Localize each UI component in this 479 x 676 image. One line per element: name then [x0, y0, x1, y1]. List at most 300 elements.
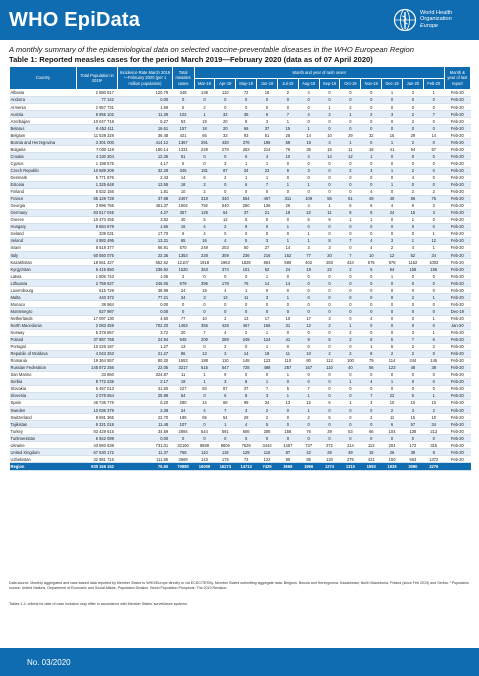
cell-country: Kyrgyzstan: [10, 266, 77, 273]
cell-month-cases: 0: [423, 273, 444, 280]
cell-total: 195: [172, 414, 194, 421]
cell-month-cases: 0: [257, 301, 278, 308]
table-row: [10, 223, 471, 230]
cell-incidence: 414.12: [118, 139, 172, 146]
cell-month-cases: 18: [298, 266, 319, 273]
cell-month-cases: 12: [215, 216, 236, 223]
cell-country: Turkmenistan: [10, 435, 77, 442]
cell-total: 10: [172, 188, 194, 195]
cell-month-cases: 37: [236, 385, 257, 392]
cell-total: 32160: [172, 442, 194, 449]
cell-month-cases: 0: [361, 181, 382, 188]
cell-month-cases: 0: [340, 315, 361, 322]
cell-incidence: 38.98: [118, 287, 172, 294]
cell-population: 10 226 187: [76, 343, 118, 350]
cell-population: 2 880 917: [76, 90, 118, 97]
cell-month-cases: 0: [382, 329, 403, 336]
cell-country: Monaco: [10, 301, 77, 308]
cell-month-cases: 0: [194, 435, 215, 442]
cell-total: 0: [172, 435, 194, 442]
cell-month-cases: 19: [257, 350, 278, 357]
cell-month-cases: 340: [215, 195, 236, 202]
cell-month-cases: 4: [215, 287, 236, 294]
cell-month-cases: 14: [257, 280, 278, 287]
cell-month-cases: 291: [194, 139, 215, 146]
cell-total: 65: [172, 237, 194, 244]
cell-month-cases: 0: [340, 371, 361, 378]
cell-country: Tajikistan: [10, 421, 77, 428]
table-row: [10, 280, 471, 287]
cell-month-cases: 0: [277, 407, 298, 414]
cell-month-cases: 110: [277, 357, 298, 364]
cell-last-report: Feb-20: [444, 181, 470, 188]
cell-incidence: 0.00: [118, 435, 172, 442]
cell-month-cases: 7: [194, 329, 215, 336]
cell-month-cases: 181: [194, 167, 215, 174]
cell-month-cases: 156: [423, 266, 444, 273]
cell-month-cases: 7: [402, 336, 423, 343]
cell-month-cases: 0: [340, 287, 361, 294]
cell-population: 19 364 557: [76, 357, 118, 364]
cell-month-cases: 40: [382, 195, 403, 202]
cell-month-cases: 1: [319, 202, 340, 209]
cell-month-cases: 4: [361, 245, 382, 252]
cell-month-cases: 7: [423, 111, 444, 118]
cell-total: 345: [172, 167, 194, 174]
cell-month-cases: 12: [423, 237, 444, 244]
cell-month-cases: 0: [382, 287, 403, 294]
cell-month-cases: 1: [257, 329, 278, 336]
cell-month-cases: 0: [423, 435, 444, 442]
table-row: [10, 118, 471, 125]
header-month: Jul-19: [277, 79, 298, 90]
cell-month-cases: 1: [382, 139, 403, 146]
header-month: Jan-20: [402, 79, 423, 90]
cell-month-cases: 1: [298, 230, 319, 237]
cell-country: Portugal: [10, 343, 77, 350]
cell-month-cases: 48: [402, 364, 423, 371]
cell-month-cases: 0: [277, 308, 298, 315]
cell-month-cases: 4: [215, 237, 236, 244]
cell-incidence: 16.61: [118, 125, 172, 132]
cell-population: 9 321 018: [76, 421, 118, 428]
cell-month-cases: 0: [194, 97, 215, 104]
table-row: [10, 111, 471, 118]
cell-month-cases: 0: [277, 301, 298, 308]
cell-month-cases: 3: [257, 393, 278, 400]
cell-incidence: 3.82: [118, 216, 172, 223]
cell-month-cases: 1467: [277, 442, 298, 449]
cell-month-cases: 3669: [277, 463, 298, 470]
cell-month-cases: 4: [194, 223, 215, 230]
cell-month-cases: 3: [319, 315, 340, 322]
cell-total: 24: [172, 407, 194, 414]
cell-month-cases: 136: [257, 202, 278, 209]
cell-country: Croatia: [10, 153, 77, 160]
cell-month-cases: 2: [361, 414, 382, 421]
cell-month-cases: 2: [402, 343, 423, 350]
cell-total: 24: [172, 287, 194, 294]
cell-month-cases: 1: [423, 393, 444, 400]
cell-month-cases: 76: [298, 428, 319, 435]
cell-month-cases: 84: [194, 385, 215, 392]
cell-population: 9 452 411: [76, 125, 118, 132]
cell-month-cases: 1828: [236, 259, 257, 266]
cell-country: Bulgaria: [10, 146, 77, 153]
cell-month-cases: 0: [194, 301, 215, 308]
cell-month-cases: 306: [257, 428, 278, 435]
cell-population: 33 860: [76, 371, 118, 378]
header-month: May-19: [236, 79, 257, 90]
table-row: [10, 329, 471, 336]
cell-country: Lithuania: [10, 280, 77, 287]
cell-month-cases: 115: [257, 449, 278, 456]
cell-month-cases: 29: [236, 414, 257, 421]
cell-month-cases: 1: [277, 237, 298, 244]
cell-month-cases: 32: [215, 111, 236, 118]
cell-month-cases: 5: [319, 414, 340, 421]
cell-country: Greece: [10, 216, 77, 223]
intro-text: A monthly summary of the epidemiological data on selected vaccine-preventable diseases in the WHO European Region: [9, 45, 414, 54]
cell-month-cases: 0: [298, 160, 319, 167]
cell-month-cases: 1: [236, 287, 257, 294]
cell-last-report: Feb-20: [444, 188, 470, 195]
cell-month-cases: 4: [402, 245, 423, 252]
cell-month-cases: 1: [257, 273, 278, 280]
cell-month-cases: 2: [340, 336, 361, 343]
cell-month-cases: 130: [319, 456, 340, 463]
cell-month-cases: 54: [382, 266, 403, 273]
cell-month-cases: 8606: [215, 442, 236, 449]
cell-month-cases: 0: [298, 435, 319, 442]
cell-month-cases: 467: [257, 195, 278, 202]
cell-month-cases: 0: [340, 280, 361, 287]
cell-month-cases: 0: [277, 414, 298, 421]
header-total: Total measles cases: [172, 67, 194, 90]
cell-month-cases: 1: [423, 230, 444, 237]
cell-month-cases: 172: [402, 442, 423, 449]
cell-month-cases: 0: [340, 118, 361, 125]
cell-month-cases: 0: [361, 273, 382, 280]
cell-month-cases: 3: [361, 167, 382, 174]
cell-total: 2: [172, 273, 194, 280]
cell-month-cases: 0: [402, 273, 423, 280]
cell-month-cases: 363: [194, 266, 215, 273]
cell-month-cases: 7: [361, 393, 382, 400]
cell-month-cases: 0: [298, 273, 319, 280]
cell-month-cases: 2: [423, 407, 444, 414]
cell-population: 10 047 718: [76, 118, 118, 125]
cell-total: 348: [172, 90, 194, 97]
cell-month-cases: 20: [215, 125, 236, 132]
cell-month-cases: 0: [423, 378, 444, 385]
cell-month-cases: 7: [215, 407, 236, 414]
cell-month-cases: 1: [402, 237, 423, 244]
cell-incidence: 37.88: [118, 195, 172, 202]
cell-month-cases: 576: [361, 259, 382, 266]
cell-last-report: Feb-20: [444, 456, 470, 463]
cell-month-cases: 1: [340, 216, 361, 223]
table-row: [10, 230, 471, 237]
cell-month-cases: 214: [257, 146, 278, 153]
cell-month-cases: 2: [402, 350, 423, 357]
cell-last-report: Feb-20: [444, 104, 470, 111]
cell-month-cases: 0: [382, 223, 403, 230]
table-row: [10, 104, 471, 111]
cell-total: 1553: [172, 357, 194, 364]
cell-month-cases: 6: [236, 181, 257, 188]
cell-month-cases: 0: [257, 216, 278, 223]
cell-month-cases: 0: [215, 435, 236, 442]
cell-population: 1 325 648: [76, 181, 118, 188]
cell-month-cases: 94: [402, 146, 423, 153]
cell-month-cases: 10: [382, 400, 403, 407]
header-incidence: Incidence Rate March 2019—February 2020 (per 1 million population): [118, 67, 172, 90]
cell-month-cases: 0: [340, 385, 361, 392]
cell-last-report: Feb-20: [444, 223, 470, 230]
cell-month-cases: 3: [298, 245, 319, 252]
cell-month-cases: 11: [382, 414, 403, 421]
cell-country: Bosnia and Herzegovina: [10, 139, 77, 146]
cell-population: 46 736 776: [76, 400, 118, 407]
table-row: [10, 195, 471, 202]
cell-month-cases: 0: [257, 97, 278, 104]
cell-month-cases: 0: [423, 160, 444, 167]
cell-month-cases: 0: [361, 118, 382, 125]
cell-month-cases: 80: [298, 357, 319, 364]
cell-month-cases: 0: [319, 174, 340, 181]
cell-month-cases: 3: [319, 245, 340, 252]
cell-month-cases: 4: [298, 90, 319, 97]
cell-last-report: Feb-20: [444, 393, 470, 400]
table-row: [10, 188, 471, 195]
cell-month-cases: 1: [319, 104, 340, 111]
cell-month-cases: 0: [298, 188, 319, 195]
cell-month-cases: 0: [194, 343, 215, 350]
table-row: [10, 456, 471, 463]
table-row: [10, 364, 471, 371]
cell-month-cases: 2: [423, 343, 444, 350]
cell-month-cases: 6: [319, 400, 340, 407]
cell-month-cases: 0: [402, 322, 423, 329]
cell-month-cases: 66: [194, 132, 215, 139]
cell-month-cases: 5: [382, 336, 403, 343]
cell-incidence: 80.20: [118, 357, 172, 364]
cell-month-cases: 11: [340, 146, 361, 153]
cell-month-cases: 0: [277, 160, 298, 167]
cell-month-cases: 22: [298, 209, 319, 216]
table-row: [10, 266, 471, 273]
cell-month-cases: 0: [236, 97, 257, 104]
cell-incidence: 36.48: [118, 132, 172, 139]
cell-month-cases: 0: [402, 160, 423, 167]
cell-month-cases: 75: [423, 195, 444, 202]
table-row: [10, 167, 471, 174]
cell-month-cases: 374: [215, 266, 236, 273]
cell-month-cases: 488: [257, 364, 278, 371]
cell-month-cases: 0: [277, 216, 298, 223]
cell-month-cases: 0: [402, 287, 423, 294]
cell-month-cases: 13: [215, 294, 236, 301]
cell-month-cases: 0: [298, 223, 319, 230]
cell-month-cases: 0: [319, 167, 340, 174]
cell-month-cases: 14: [277, 245, 298, 252]
cell-last-report: Feb-20: [444, 125, 470, 132]
cell-month-cases: 1: [382, 90, 403, 97]
cell-month-cases: 0: [298, 329, 319, 336]
cell-month-cases: 421: [361, 456, 382, 463]
cell-month-cases: 17: [257, 315, 278, 322]
cell-month-cases: 7429: [257, 463, 278, 470]
table-row: [10, 350, 471, 357]
cell-month-cases: 0: [340, 90, 361, 97]
cell-population: 9 684 679: [76, 223, 118, 230]
cell-month-cases: 5: [361, 266, 382, 273]
cell-month-cases: 376: [236, 139, 257, 146]
cell-country: Finland: [10, 188, 77, 195]
cell-month-cases: 0: [361, 104, 382, 111]
cell-month-cases: 22: [382, 393, 403, 400]
cell-month-cases: 0: [382, 153, 403, 160]
cell-month-cases: 9: [236, 118, 257, 125]
cell-month-cases: 615: [194, 364, 215, 371]
cell-month-cases: 112: [361, 442, 382, 449]
cell-population: 10 036 379: [76, 407, 118, 414]
cell-population: 60 550 075: [76, 252, 118, 259]
cell-month-cases: 2: [402, 111, 423, 118]
cell-month-cases: 8: [423, 449, 444, 456]
cell-month-cases: 1: [236, 174, 257, 181]
cell-month-cases: 249: [236, 336, 257, 343]
cell-month-cases: 5: [402, 393, 423, 400]
cell-population: 627 987: [76, 308, 118, 315]
cell-population: 18 551 427: [76, 259, 118, 266]
cell-country: Ukraine: [10, 442, 77, 449]
cell-last-report: [444, 463, 470, 470]
cell-month-cases: 1: [298, 393, 319, 400]
cell-month-cases: 0: [382, 174, 403, 181]
table-row: [10, 385, 471, 392]
cell-total: 16: [172, 223, 194, 230]
cell-month-cases: 1372: [423, 456, 444, 463]
cell-month-cases: 0: [340, 273, 361, 280]
cell-month-cases: 3: [236, 407, 257, 414]
cell-month-cases: 0: [340, 174, 361, 181]
cell-month-cases: 7: [257, 385, 278, 392]
cell-month-cases: 606: [236, 428, 257, 435]
cell-month-cases: 0: [423, 223, 444, 230]
cell-month-cases: 0: [361, 97, 382, 104]
cell-month-cases: 150: [382, 456, 403, 463]
cell-incidence: 4.27: [118, 209, 172, 216]
cell-month-cases: 737: [298, 442, 319, 449]
cell-population: 77 142: [76, 97, 118, 104]
cell-month-cases: 0: [423, 308, 444, 315]
cell-month-cases: 1: [361, 343, 382, 350]
table-row: [10, 442, 471, 449]
cell-month-cases: 12: [298, 322, 319, 329]
header-month: Aug-19: [298, 79, 319, 90]
table-row: [10, 322, 471, 329]
cell-total: 0: [172, 301, 194, 308]
table-row: [10, 343, 471, 350]
cell-month-cases: 15: [402, 414, 423, 421]
cell-month-cases: 0: [319, 230, 340, 237]
cell-last-report: Feb-20: [444, 449, 470, 456]
data-sources-note: Data source: Monthly aggregated and case-based data reported by Member States to WHO/Europe directly or via ECDC/TESSy. Member States submitting aggregate data: Belgium, Bosnia and Herzegovina, Kazakhstan, North Macedonia, Poland (since Feb 2019) and Serbia. ¹ Population source: United Nations, Department of Economic and Social Affairs, Population Division. World Population Prospects: The 2019 Revision.: [9, 581, 469, 590]
cell-month-cases: 0: [319, 301, 340, 308]
cell-month-cases: 544: [194, 428, 215, 435]
cell-country: Belgium: [10, 132, 77, 139]
cell-month-cases: 0: [361, 125, 382, 132]
cell-month-cases: 31: [277, 322, 298, 329]
cell-month-cases: 0: [382, 216, 403, 223]
cell-month-cases: 0: [340, 188, 361, 195]
cell-country: Ireland: [10, 237, 77, 244]
cell-month-cases: 143: [194, 456, 215, 463]
cell-month-cases: 0: [319, 421, 340, 428]
cell-month-cases: 24: [194, 400, 215, 407]
cell-month-cases: 0: [382, 118, 403, 125]
cell-month-cases: 1: [215, 421, 236, 428]
cell-month-cases: 2: [340, 329, 361, 336]
cell-month-cases: 0: [194, 273, 215, 280]
cell-month-cases: 114: [382, 357, 403, 364]
cell-month-cases: 129: [236, 449, 257, 456]
cell-month-cases: 18: [194, 287, 215, 294]
cell-month-cases: 10: [277, 315, 298, 322]
cell-month-cases: 6: [194, 174, 215, 181]
cell-month-cases: 0: [298, 421, 319, 428]
cell-month-cases: 275: [340, 456, 361, 463]
cell-month-cases: 4: [194, 407, 215, 414]
cell-total: 14: [172, 174, 194, 181]
cell-month-cases: 7: [340, 252, 361, 259]
cell-month-cases: 10: [194, 315, 215, 322]
cell-month-cases: 0: [257, 287, 278, 294]
cell-month-cases: 33: [215, 132, 236, 139]
cell-population: 83 517 045: [76, 209, 118, 216]
cell-month-cases: 0: [319, 273, 340, 280]
cell-total: 0: [172, 308, 194, 315]
cell-month-cases: 5: [236, 237, 257, 244]
cell-month-cases: 0: [361, 371, 382, 378]
header-month: Apr-19: [215, 79, 236, 90]
cell-total: 34: [172, 294, 194, 301]
cell-country: Hungary: [10, 223, 77, 230]
cell-month-cases: 0: [423, 287, 444, 294]
cell-country: France: [10, 195, 77, 202]
cell-incidence: 22.70: [118, 414, 172, 421]
table-row: [10, 139, 471, 146]
cell-month-cases: 0: [402, 153, 423, 160]
cell-month-cases: 728: [236, 364, 257, 371]
cell-month-cases: 66: [361, 428, 382, 435]
cell-month-cases: 0: [340, 223, 361, 230]
cell-month-cases: 0: [215, 188, 236, 195]
cell-incidence: 17.70: [118, 230, 172, 237]
cell-month-cases: 10: [277, 153, 298, 160]
cell-month-cases: 18: [361, 146, 382, 153]
cell-month-cases: 1162: [402, 259, 423, 266]
cell-country: Region: [10, 463, 77, 470]
cell-month-cases: 99: [236, 400, 257, 407]
cell-month-cases: 52: [402, 252, 423, 259]
cell-month-cases: 257: [277, 364, 298, 371]
cell-month-cases: 0: [423, 153, 444, 160]
cell-country: Austria: [10, 111, 77, 118]
cell-month-cases: 3: [361, 400, 382, 407]
